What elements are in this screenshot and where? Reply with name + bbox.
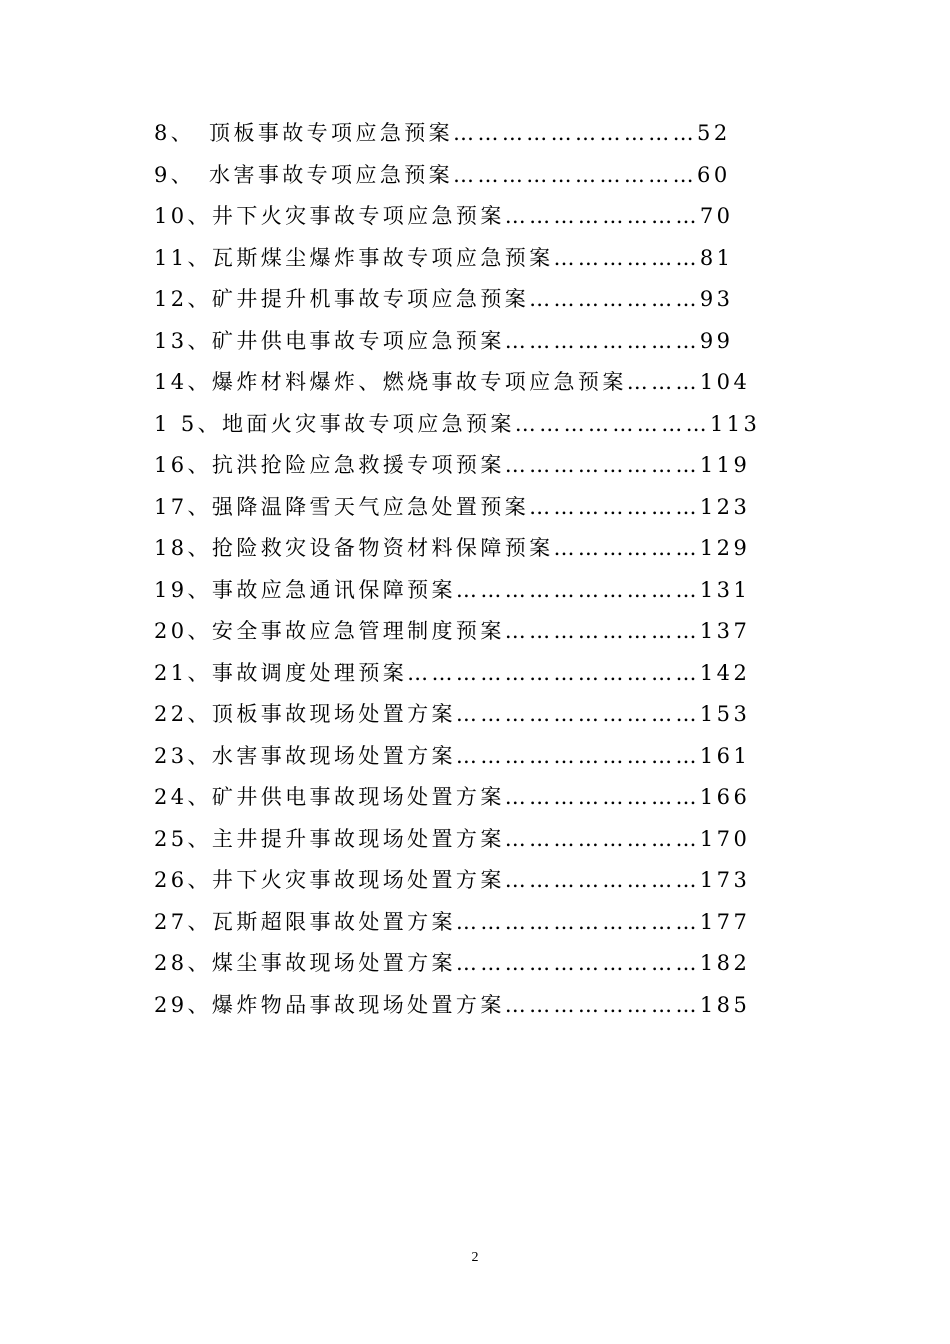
toc-entry[interactable]: 8、 顶板事故专项应急预案…………………………52 (154, 121, 731, 145)
toc-entry[interactable]: 26、井下火灾事故现场处置方案……………………173 (154, 868, 751, 892)
toc-entry[interactable]: 29、爆炸物品事故现场处置方案……………………185 (154, 992, 751, 1017)
toc-entry[interactable]: 10、井下火灾事故专项应急预案……………………70 (154, 204, 734, 228)
toc-entry[interactable]: 25、主井提升事故现场处置方案……………………170 (154, 826, 751, 851)
toc-entry[interactable]: 28、煤尘事故现场处置方案…………………………182 (154, 951, 751, 975)
toc-entry[interactable]: 22、顶板事故现场处置方案…………………………153 (154, 702, 751, 726)
toc-entry[interactable]: 12、矿井提升机事故专项应急预案…………………93 (154, 287, 734, 311)
toc-entry[interactable]: 20、安全事故应急管理制度预案……………………137 (154, 619, 751, 643)
toc-entry[interactable]: 19、事故应急通讯保障预案…………………………131 (154, 577, 751, 602)
page-number: 2 (471, 1250, 479, 1265)
toc-entry[interactable]: 27、瓦斯超限事故处置方案…………………………177 (154, 909, 751, 934)
toc-entry[interactable]: 11、瓦斯煤尘爆炸事故专项应急预案………………81 (154, 245, 734, 270)
toc-entry[interactable]: 18、抢险救灾设备物资材料保障预案………………129 (154, 536, 751, 560)
toc-entry[interactable]: 1 5、地面火灾事故专项应急预案……………………113 (154, 411, 761, 436)
toc-entry[interactable]: 24、矿井供电事故现场处置方案……………………166 (154, 785, 751, 809)
toc-entry[interactable]: 17、强降温降雪天气应急处置预案…………………123 (154, 494, 751, 519)
table-of-contents (154, 113, 794, 1026)
toc-entry[interactable]: 14、爆炸材料爆炸、燃烧事故专项应急预案………104 (154, 370, 751, 394)
toc-entry[interactable]: 23、水害事故现场处置方案…………………………161 (154, 743, 751, 768)
toc-entry[interactable]: 21、事故调度处理预案………………………………142 (154, 660, 751, 685)
toc-entry[interactable]: 13、矿井供电事故专项应急预案……………………99 (154, 328, 734, 353)
toc-entry[interactable]: 9、 水害事故专项应急预案…………………………60 (154, 162, 731, 187)
toc-entry[interactable]: 16、抗洪抢险应急救援专项预案……………………119 (154, 453, 751, 477)
